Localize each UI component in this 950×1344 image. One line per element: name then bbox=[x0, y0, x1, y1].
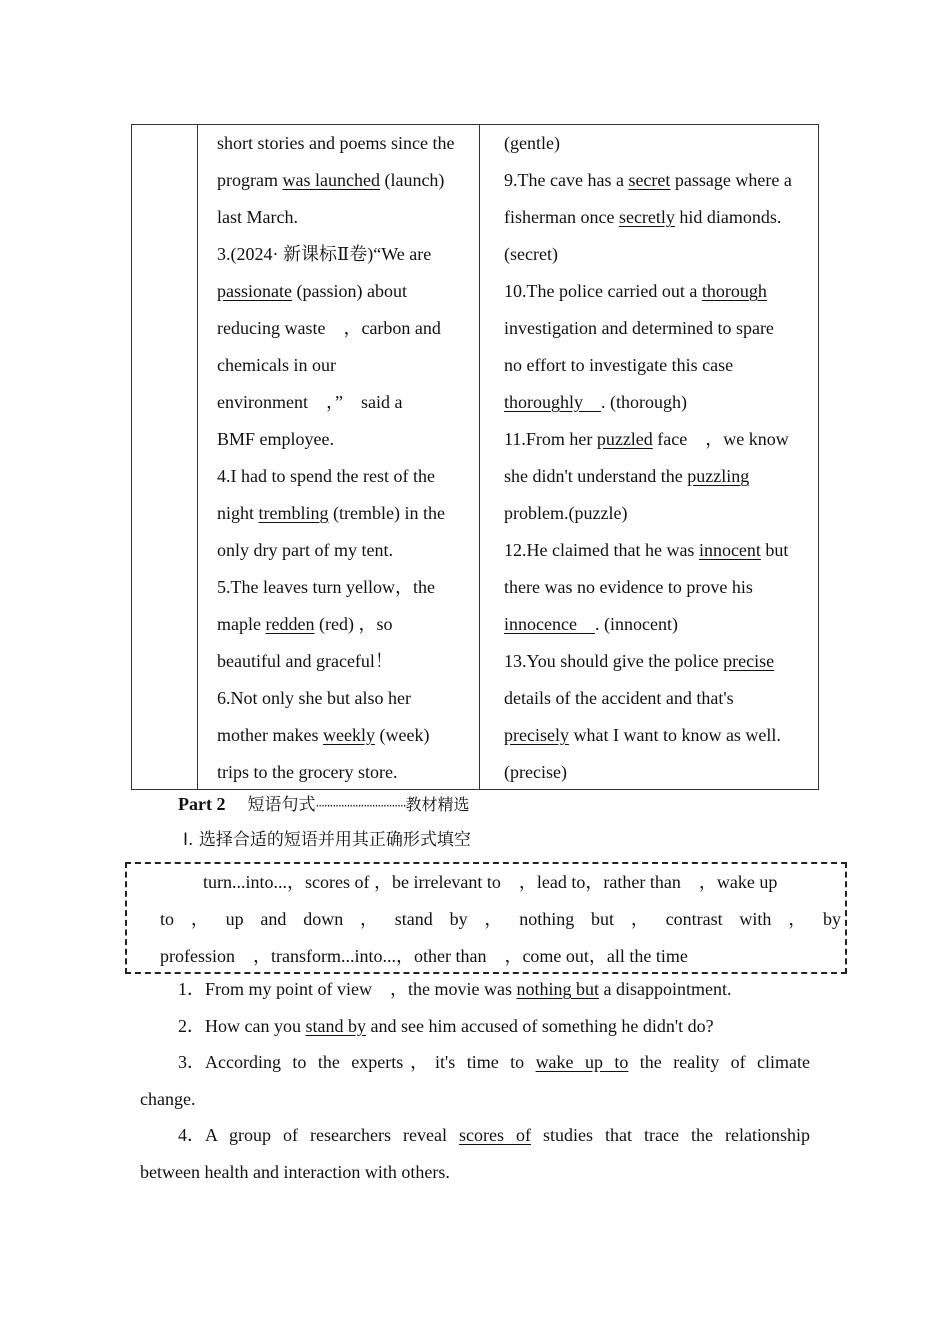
table-line bbox=[217, 384, 479, 421]
answer-blank: puzzled bbox=[596, 429, 653, 449]
question-4 bbox=[140, 1117, 810, 1154]
table-line bbox=[217, 236, 479, 273]
phrase-word: ， bbox=[484, 909, 503, 929]
table-line bbox=[217, 606, 479, 643]
answer-blank: passionate bbox=[217, 281, 292, 301]
table-line bbox=[504, 569, 814, 606]
text-segment: (tremble) in the bbox=[328, 503, 445, 523]
text-segment: How can you bbox=[205, 1016, 306, 1036]
question-3-continuation: change. bbox=[140, 1089, 196, 1109]
question-number: 1． bbox=[178, 979, 205, 999]
text-segment: last March. bbox=[217, 207, 298, 227]
table-divider-right bbox=[479, 125, 480, 789]
question-2 bbox=[140, 1008, 810, 1045]
table-line bbox=[217, 273, 479, 310]
answer-blank: redden bbox=[265, 614, 315, 634]
text-segment: night bbox=[217, 503, 259, 523]
table-line bbox=[504, 273, 814, 310]
table-line bbox=[217, 125, 479, 162]
text-segment: (secret) bbox=[504, 244, 558, 264]
text-segment: 9.The cave has a bbox=[504, 170, 629, 190]
phrase-bank-box bbox=[125, 862, 847, 974]
text-segment: 3.(2024· 新课标Ⅱ卷)“We are bbox=[217, 244, 432, 264]
table-line bbox=[504, 680, 814, 717]
answer-blank: trembling bbox=[258, 503, 329, 523]
table-line bbox=[217, 162, 479, 199]
phrase-word: down bbox=[303, 909, 344, 929]
phrase-word: nothing bbox=[519, 909, 575, 929]
table-line bbox=[217, 754, 479, 791]
phrase-word: with bbox=[739, 909, 772, 929]
table-line bbox=[217, 199, 479, 236]
question-number: 2． bbox=[178, 1016, 205, 1036]
table-line bbox=[504, 125, 814, 162]
text-segment: a disappointment. bbox=[598, 979, 732, 999]
text-segment: the reality of climate bbox=[628, 1052, 811, 1072]
text-segment: hid diamonds. bbox=[674, 207, 782, 227]
text-segment: maple bbox=[217, 614, 266, 634]
question-3 bbox=[140, 1044, 810, 1081]
text-segment: there was no evidence to prove his bbox=[504, 577, 753, 597]
table-line bbox=[504, 384, 814, 421]
exercise-table bbox=[131, 124, 819, 790]
phrase-word: by bbox=[823, 909, 841, 929]
table-line bbox=[217, 495, 479, 532]
table-line bbox=[217, 643, 479, 680]
table-line bbox=[504, 199, 814, 236]
text-segment: trips to the grocery store. bbox=[217, 762, 398, 782]
table-line bbox=[504, 495, 814, 532]
answer-blank: precise bbox=[723, 651, 775, 671]
text-segment: mother makes bbox=[217, 725, 323, 745]
table-line bbox=[504, 421, 814, 458]
answer-blank: nothing but bbox=[516, 979, 599, 999]
table-line bbox=[504, 236, 814, 273]
phrase-word: ， bbox=[630, 909, 649, 929]
phrase-word: up bbox=[225, 909, 244, 929]
text-segment: details of the accident and that's bbox=[504, 688, 734, 708]
text-segment: (passion) about bbox=[291, 281, 407, 301]
text-segment: (red) ，so bbox=[314, 614, 393, 634]
table-line bbox=[504, 347, 814, 384]
text-segment: (gentle) bbox=[504, 133, 560, 153]
text-segment: (precise) bbox=[504, 762, 567, 782]
question-number: 4． bbox=[178, 1125, 205, 1145]
text-segment: 4.I had to spend the rest of the bbox=[217, 466, 435, 486]
text-segment: . (innocent) bbox=[594, 614, 678, 634]
table-line bbox=[217, 680, 479, 717]
phrase-word: to bbox=[160, 909, 175, 929]
table-right-column bbox=[504, 125, 814, 791]
answer-blank: was launched bbox=[282, 170, 380, 190]
table-line bbox=[504, 532, 814, 569]
phrase-word: ， bbox=[360, 909, 378, 929]
text-segment: 6.Not only she but also her bbox=[217, 688, 411, 708]
text-segment: 12.He claimed that he was bbox=[504, 540, 699, 560]
text-segment: no effort to investigate this case bbox=[504, 355, 734, 375]
text-segment: problem.(puzzle) bbox=[504, 503, 628, 523]
text-segment: 13.You should give the police bbox=[504, 651, 724, 671]
table-divider-left bbox=[197, 125, 198, 789]
text-segment: program bbox=[217, 170, 283, 190]
text-segment: studies that trace the relationship bbox=[530, 1125, 810, 1145]
text-segment: A group of researchers reveal bbox=[205, 1125, 459, 1145]
answer-blank: secret bbox=[628, 170, 671, 190]
question-1 bbox=[140, 971, 810, 1008]
part2-heading bbox=[178, 792, 470, 818]
table-line bbox=[217, 569, 479, 606]
table-middle-column bbox=[217, 125, 479, 791]
table-line bbox=[504, 458, 814, 495]
text-segment: BMF employee. bbox=[217, 429, 334, 449]
table-line bbox=[217, 421, 479, 458]
answer-blank: weekly bbox=[322, 725, 375, 745]
answer-blank: puzzling bbox=[687, 466, 750, 486]
answer-blank: scores of bbox=[458, 1125, 531, 1145]
text-segment: and see him accused of something he didn't do? bbox=[365, 1016, 714, 1036]
text-segment: only dry part of my tent. bbox=[217, 540, 393, 560]
question-number: 3． bbox=[178, 1052, 205, 1072]
question-4-continuation: between health and interaction with others. bbox=[140, 1162, 450, 1182]
text-segment: she didn't understand the bbox=[504, 466, 688, 486]
text-segment: fisherman once bbox=[504, 207, 619, 227]
table-line bbox=[504, 310, 814, 347]
text-segment: 10.The police carried out a bbox=[504, 281, 702, 301]
text-segment: . (thorough) bbox=[601, 392, 687, 412]
table-line bbox=[217, 310, 479, 347]
phrase-word: contrast bbox=[665, 909, 723, 929]
part2-tag: 教材精选 bbox=[405, 795, 470, 814]
text-segment: From my point of view ，the movie was bbox=[205, 979, 517, 999]
answer-blank: stand by bbox=[305, 1016, 366, 1036]
table-line bbox=[504, 606, 814, 643]
text-segment: (launch) bbox=[379, 170, 445, 190]
table-line bbox=[217, 532, 479, 569]
table-line bbox=[504, 162, 814, 199]
text-segment: short stories and poems since the bbox=[217, 133, 455, 153]
table-line bbox=[504, 754, 814, 791]
answer-blank: innocence bbox=[504, 614, 595, 634]
answer-blank: precisely bbox=[504, 725, 569, 745]
section-one-instruction: Ⅰ. 选择合适的短语并用其正确形式填空 bbox=[183, 830, 471, 850]
phrase-bank-row bbox=[127, 901, 845, 938]
text-segment: 11.From her bbox=[504, 429, 597, 449]
phrase-word: stand bbox=[394, 909, 433, 929]
phrase-word: by bbox=[449, 909, 468, 929]
answer-blank: thoroughly bbox=[504, 392, 601, 412]
text-segment: According to the experts，it's time to bbox=[205, 1052, 536, 1072]
table-line bbox=[217, 347, 479, 384]
text-segment: chemicals in our bbox=[217, 355, 336, 375]
text-segment: but bbox=[760, 540, 789, 560]
text-segment: face ，we know bbox=[652, 429, 789, 449]
phrase-word: ， bbox=[190, 909, 209, 929]
phrase-word: but bbox=[591, 909, 615, 929]
answer-blank: secretly bbox=[618, 207, 675, 227]
text-segment: environment ，” said a bbox=[217, 392, 403, 412]
text-segment: passage where a bbox=[670, 170, 792, 190]
table-line bbox=[217, 458, 479, 495]
table-line bbox=[504, 717, 814, 754]
text-segment: (week) bbox=[374, 725, 430, 745]
answer-blank: innocent bbox=[698, 540, 761, 560]
phrase-word: ， bbox=[788, 909, 807, 929]
text-segment: reducing waste ，carbon and bbox=[217, 318, 441, 338]
text-segment: 5.The leaves turn yellow，the bbox=[217, 577, 435, 597]
text-segment: investigation and determined to spare bbox=[504, 318, 774, 338]
answer-blank: wake up to bbox=[535, 1052, 629, 1072]
leader-dots: ································ bbox=[315, 799, 406, 813]
phrase-bank-row: turn...into...，scores of ，be irrelevant to ，lead to，rather than ，wake up bbox=[203, 872, 778, 892]
table-line bbox=[504, 643, 814, 680]
text-segment: beautiful and graceful！ bbox=[217, 651, 393, 671]
part2-label: Part 2 bbox=[178, 794, 226, 814]
phrase-bank-row: profession ，transform...into...，other than ，come out，all the time bbox=[160, 946, 688, 966]
phrase-word: and bbox=[260, 909, 287, 929]
answer-blank: thorough bbox=[701, 281, 767, 301]
table-line bbox=[217, 717, 479, 754]
text-segment: what I want to know as well. bbox=[568, 725, 781, 745]
part2-title: 短语句式 bbox=[247, 795, 316, 815]
